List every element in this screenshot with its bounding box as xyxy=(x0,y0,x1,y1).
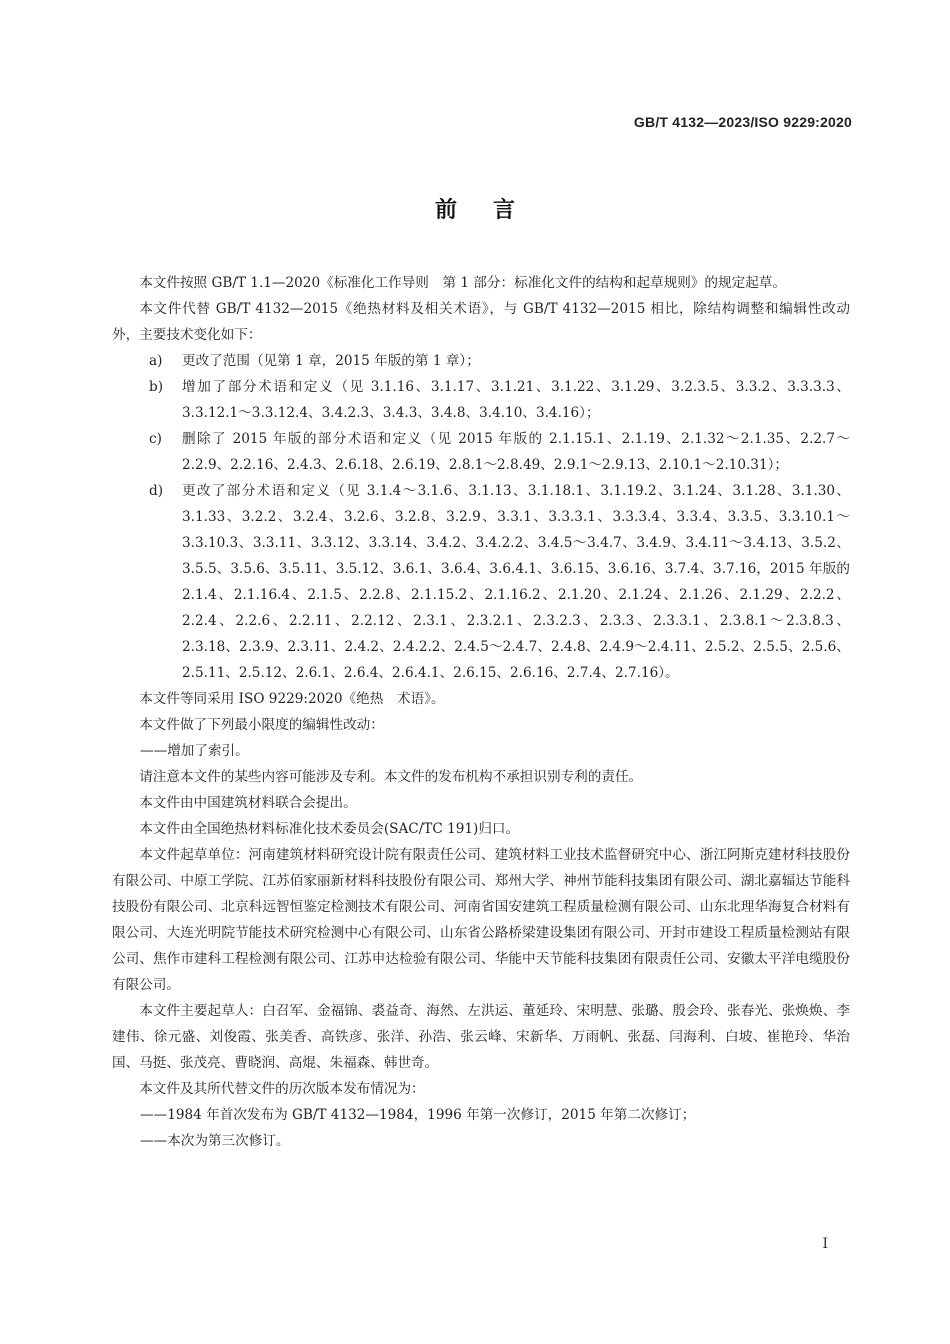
paragraph-history: 本文件及其所代替文件的历次版本发布情况为： xyxy=(139,1081,425,1097)
paragraph-drafting-rules: 本文件按照 GB/T 1.1—2020《标准化工作导则 第 1 部分：标准化文件的结构和起草规则》的规定起草。 xyxy=(139,275,786,291)
paragraph-editorial-changes: 本文件做了下列最小限度的编辑性改动： xyxy=(139,717,384,733)
foreword-body xyxy=(112,270,850,1154)
list-item-change-a xyxy=(112,348,850,374)
list-item-text: 更改了范围（见第 1 章，2015 年版的第 1 章）； xyxy=(182,353,480,369)
list-marker: c) xyxy=(149,431,162,447)
list-marker: d) xyxy=(149,483,164,499)
list-item-change-b xyxy=(112,374,850,426)
paragraph-drafters: 本文件主要起草人：白召军、金福锦、裘益奇、海然、左洪运、董延玲、宋明慧、张璐、殷会玲、张春光、张焕焕、李建伟、徐元盛、刘俊霞、张美香、高铁彦、张洋、孙浩、张云峰、宋新华、万雨帆、张磊、闫海利、白坡、崔艳玲、华治国、马挺、张茂亮、曹晓润、高焜、朱福森、韩世奇。 xyxy=(112,1003,850,1071)
dash-item-index: ——增加了索引。 xyxy=(140,743,249,759)
list-item-text: 增加了部分术语和定义（见 3.1.16、3.1.17、3.1.21、3.1.22、3.1.29、3.2.3.5、3.3.2、3.3.3.3、3.3.12.1～3.3.12.4、3.4.2.3、3.4.3、3.4.8、3.4.10、3.4.16）； xyxy=(182,379,850,421)
list-item-text: 更改了部分术语和定义（见 3.1.4～3.1.6、3.1.13、3.1.18.1、3.1.19.2、3.1.24、3.1.28、3.1.30、3.1.33、3.2.2、3.2.4、3.2.6、3.2.8、3.2.9、3.3.1、3.3.3.1、3.3.3.4、3.3.4、3.3.5、3.3.10.1～3.3.10.3、3.3.11、3.3.12、3.3.14、3.4.2、3.4.2.2、3.4.5～3.4.7、3.4.9、3.4.11～3.4.13、3.5.2、3.5.5、3.5.6、3.5.11、3.5.12、3.6.1、3.6.4、3.6.4.1、3.6.15、3.6.16、3.7.4、3.7.16，2015 年版的 2.1.4、2.1.16.4、2.1.5、2.2.8、2.1.15.2、2.1.16.2、2.1.20、2.1.24、2.1.26、2.1.29、2.2.2、2.2.4、2.2.6、2.2.11、2.2.12、2.3.1、2.3.2.1、2.3.2.3、2.3.3、2.3.3.1、2.3.8.1～2.3.8.3、2.3.18、2.3.9、2.3.11、2.4.2、2.4.2.2、2.4.5～2.4.7、2.4.8、2.4.9～2.4.11、2.5.2、2.5.5、2.5.6、2.5.11、2.5.12、2.6.1、2.6.4、2.6.4.1、2.6.15、2.6.16、2.7.4、2.7.16）。 xyxy=(182,483,850,681)
paragraph-drafting-units: 本文件起草单位：河南建筑材料研究设计院有限责任公司、建筑材料工业技术监督研究中心、浙江阿斯克建材科技股份有限公司、中原工学院、江苏佰家丽新材料科技股份有限公司、郑州大学、神州节能科技集团有限公司、湖北嘉辐达节能科技股份有限公司、北京科远智恒鉴定检测技术有限公司、河南省国安建筑工程质量检测有限公司、山东北理华海复合材料有限公司、大连光明院节能技术研究检测中心有限公司、山东省公路桥梁建设集团有限公司、开封市建设工程质量检测站有限公司、焦作市建科工程检测有限公司、江苏申达检验有限公司、华能中天节能科技集团有限责任公司、安徽太平洋电缆股份有限公司。 xyxy=(112,847,850,993)
paragraph-replacement: 本文件代替 GB/T 4132—2015《绝热材料及相关术语》，与 GB/T 4132—2015 相比，除结构调整和编辑性改动外，主要技术变化如下： xyxy=(112,301,850,343)
list-marker: b) xyxy=(149,379,164,395)
list-marker: a) xyxy=(149,353,163,369)
dash-item-history-2: ——本次为第三次修订。 xyxy=(140,1133,290,1149)
list-item-change-d xyxy=(112,478,850,686)
page-number: I xyxy=(822,1236,828,1252)
standard-code: GB/T 4132—2023/ISO 9229:2020 xyxy=(633,114,852,130)
paragraph-committee: 本文件由全国绝热材料标准化技术委员会(SAC/TC 191)归口。 xyxy=(139,821,520,837)
page-title: 前言 xyxy=(434,198,551,223)
list-item-text: 删除了 2015 年版的部分术语和定义（见 2015 年版的 2.1.15.1、2.1.19、2.1.32～2.1.35、2.2.7～2.2.9、2.2.16、2.4.3、2.6.18、2.6.19、2.8.1～2.8.49、2.9.1～2.9.13、2.10.1～2.10.31）； xyxy=(182,431,850,473)
paragraph-patent-notice: 请注意本文件的某些内容可能涉及专利。本文件的发布机构不承担识别专利的责任。 xyxy=(139,769,643,785)
paragraph-proposer: 本文件由中国建筑材料联合会提出。 xyxy=(139,795,357,811)
dash-item-history-1: ——1984 年首次发布为 GB/T 4132—1984，1996 年第一次修订，2015 年第二次修订； xyxy=(140,1107,696,1123)
paragraph-iso-adoption: 本文件等同采用 ISO 9229:2020《绝热 术语》。 xyxy=(139,691,445,707)
list-item-change-c xyxy=(112,426,850,478)
